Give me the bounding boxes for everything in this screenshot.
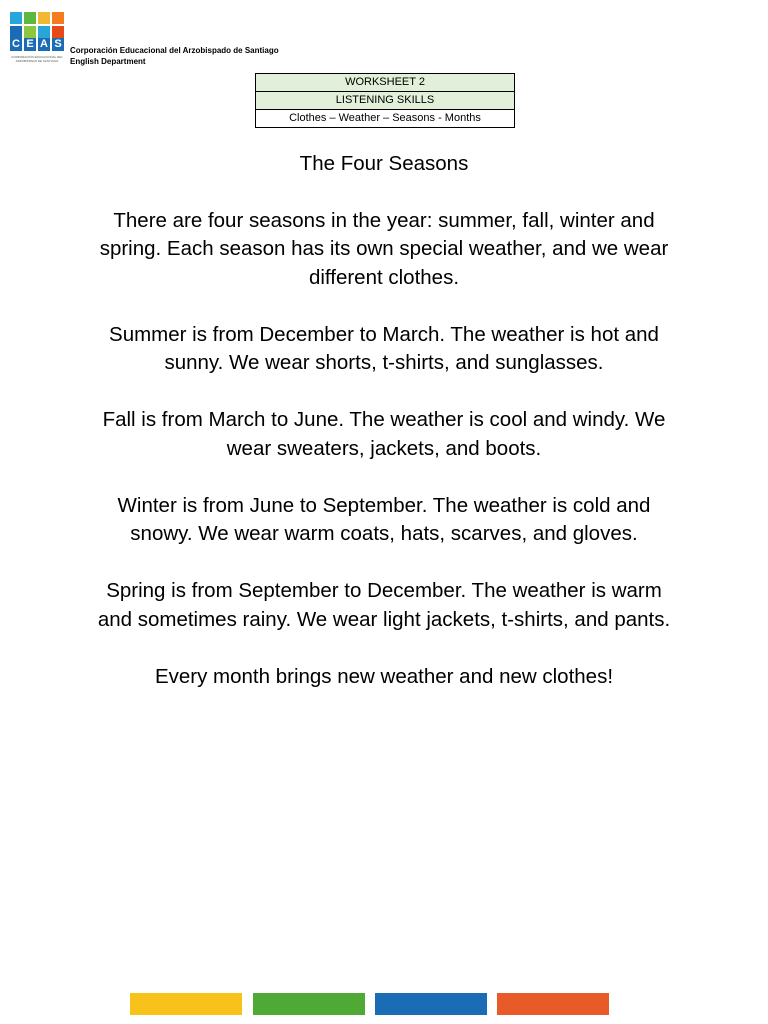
paragraph-intro: There are four seasons in the year: summer, fall, winter and spring. Each season has its own special weather, and we wear different clothes. [99, 208, 669, 289]
logo-square [24, 12, 36, 24]
logo-square [24, 26, 36, 38]
logo-letters [10, 38, 64, 51]
ceas-logo [10, 12, 64, 68]
logo-square [52, 12, 64, 24]
logo-square [10, 26, 22, 38]
logo-squares [10, 12, 64, 38]
logo-letter: A [38, 38, 50, 51]
logo-letter: S [52, 38, 64, 51]
topics-label: Clothes – Weather – Seasons - Months [256, 110, 514, 127]
organization-line: Corporación Educacional del Arzobispado de Santiago [70, 46, 279, 55]
paragraph-fall: Fall is from March to June. The weather is cool and windy. We wear sweaters, jackets, and boots. [102, 408, 666, 460]
footer-color-bars [130, 993, 612, 1015]
reading-text [90, 150, 678, 720]
paragraph-winter: Winter is from June to September. The weather is cold and snowy. We wear warm coats, hats, scarves, and gloves. [117, 493, 651, 545]
logo-letter: C [10, 38, 22, 51]
worksheet-number: WORKSHEET 2 [256, 74, 514, 92]
logo-square [10, 12, 22, 24]
text-title: The Four Seasons [299, 152, 469, 175]
footer-bar-blue [375, 993, 487, 1015]
paragraph-summer: Summer is from December to March. The weather is hot and sunny. We wear shorts, t-shirts, and sunglasses. [109, 322, 659, 374]
paragraph-spring: Spring is from September to December. The weather is warm and sometimes rainy. We wear light jackets, t-shirts, and pants. [97, 579, 671, 631]
logo-square [38, 26, 50, 38]
organization-name [70, 45, 279, 67]
logo-square [38, 12, 50, 24]
logo-letter: E [24, 38, 36, 51]
footer-bar-yellow [130, 993, 242, 1015]
skill-label: LISTENING SKILLS [256, 92, 514, 110]
logo-square [52, 26, 64, 38]
paragraph-closing: Every month brings new weather and new clothes! [154, 664, 614, 688]
logo-caption: CORPORACIÓN EDUCACIONAL DEL ARZOBISPADO DE SANTIAGO [11, 55, 63, 63]
worksheet-header-table [255, 73, 515, 128]
footer-bar-green [253, 993, 365, 1015]
footer-bar-orange [497, 993, 609, 1015]
department-line: English Department [70, 57, 146, 66]
